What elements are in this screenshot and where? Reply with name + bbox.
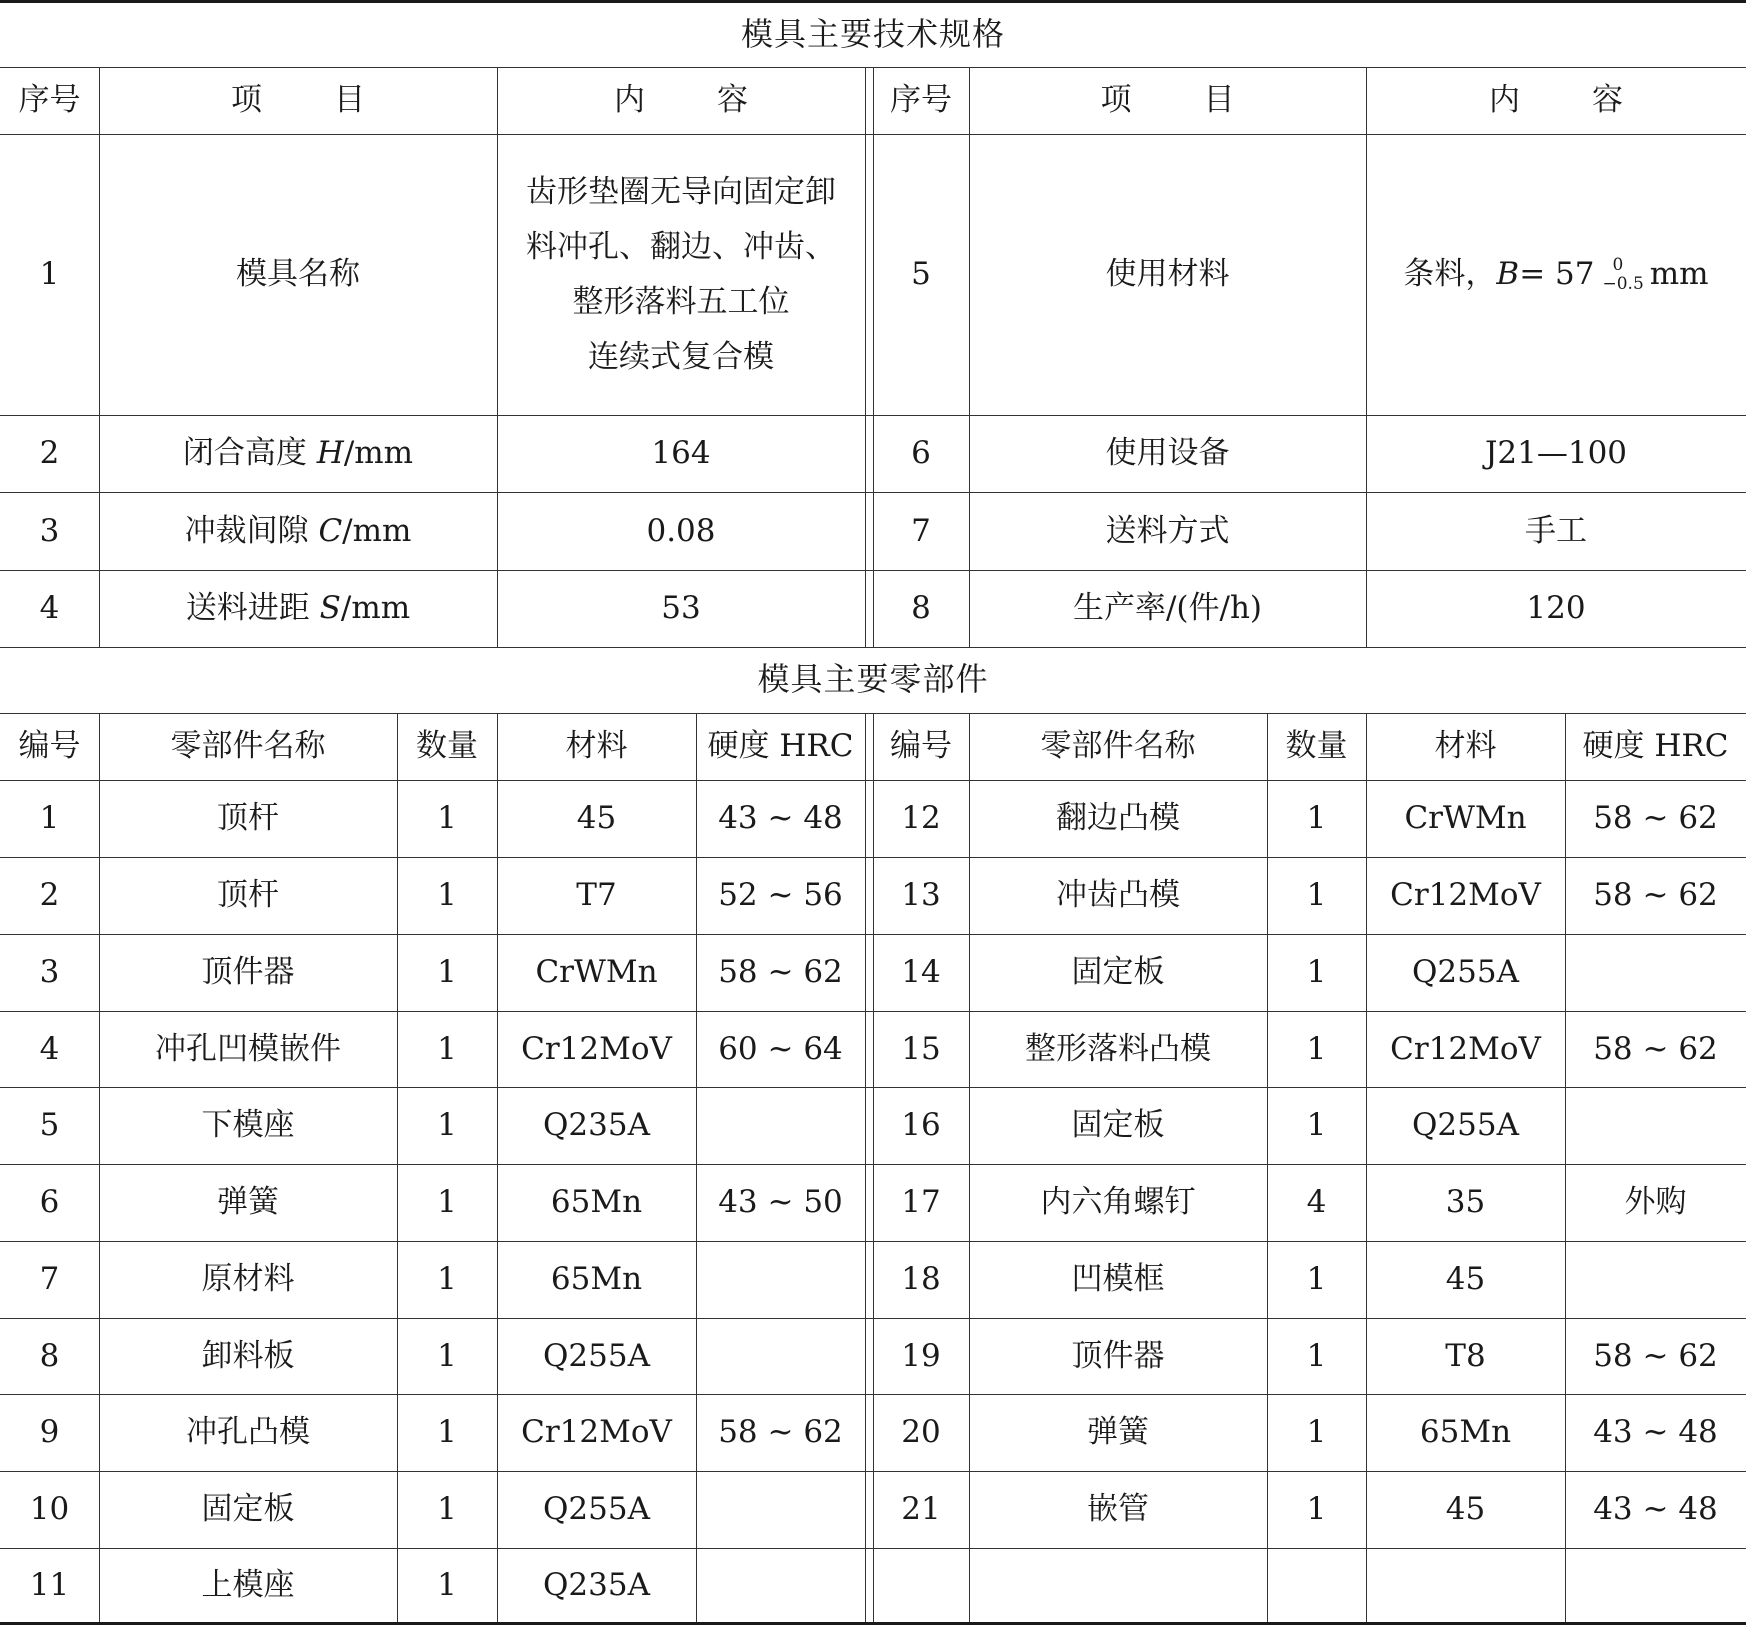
part-material: Q255A bbox=[1412, 1107, 1519, 1144]
spec-header-item-b: 目 bbox=[334, 82, 365, 119]
part-material: Q235A bbox=[543, 1566, 650, 1603]
spec-header-no: 序号 bbox=[18, 82, 81, 119]
part-hardness bbox=[696, 1087, 865, 1164]
spec-row3-item-label: 冲裁间隙 bbox=[184, 512, 319, 549]
part-material: T7 bbox=[576, 877, 617, 914]
part-qty: 4 bbox=[1306, 1184, 1327, 1221]
part-material: 65Mn bbox=[550, 1184, 643, 1221]
part-name: 顶件器 bbox=[201, 954, 295, 991]
spec-row3-content: 0.08 bbox=[646, 512, 716, 549]
spec-divider-a bbox=[865, 67, 866, 647]
part-qty: 1 bbox=[437, 1337, 457, 1374]
part-qty: 1 bbox=[1306, 1261, 1327, 1298]
part-qty: 1 bbox=[437, 1030, 457, 1067]
spec-header-content-a: 内 bbox=[614, 82, 645, 119]
part-no: 5 bbox=[39, 1107, 60, 1144]
spec-row1-item: 模具名称 bbox=[236, 256, 360, 293]
spec-row6-item: 使用设备 bbox=[1105, 435, 1230, 472]
part-qty: 1 bbox=[437, 1107, 457, 1144]
spec-row4-item bbox=[99, 570, 497, 647]
part-name: 弹簧 bbox=[1087, 1414, 1149, 1451]
parts-divider-a bbox=[865, 713, 866, 1622]
part-hardness bbox=[696, 1241, 865, 1318]
part-qty: 1 bbox=[1306, 800, 1327, 837]
part-name: 固定板 bbox=[1071, 1107, 1165, 1144]
part-qty: 1 bbox=[1306, 1030, 1327, 1067]
part-qty: 1 bbox=[437, 1414, 457, 1451]
material-width-tolerance bbox=[1602, 256, 1643, 294]
part-material: Cr12MoV bbox=[521, 1414, 672, 1451]
spec-row2-item-unit: /mm bbox=[343, 435, 414, 472]
part-name: 顶杆 bbox=[217, 877, 279, 914]
mold-name-line: 料冲孔、翻边、冲齿、 bbox=[526, 228, 836, 265]
part-name: 整形落料凸模 bbox=[1025, 1030, 1211, 1067]
part-hardness bbox=[1565, 934, 1746, 1011]
part-hardness bbox=[1565, 1087, 1746, 1164]
tolerance-upper: 0 bbox=[1612, 254, 1624, 275]
part-hardness: 58 ~ 62 bbox=[1593, 800, 1718, 837]
part-material: 45 bbox=[1445, 1491, 1486, 1528]
part-name: 原材料 bbox=[201, 1261, 295, 1298]
part-no: 1 bbox=[39, 800, 60, 837]
spec-section-title: 模具主要技术规格 bbox=[740, 15, 1005, 54]
part-no: 7 bbox=[39, 1261, 60, 1298]
spec-row1-no: 1 bbox=[39, 256, 60, 293]
part-name: 冲孔凸模 bbox=[186, 1414, 310, 1451]
spec-row8-no: 8 bbox=[911, 590, 931, 627]
part-name: 弹簧 bbox=[217, 1184, 279, 1221]
part-name: 固定板 bbox=[1071, 954, 1165, 991]
part-qty bbox=[1267, 1548, 1366, 1622]
parts-header-part-hardness: 硬度 HRC bbox=[1582, 728, 1729, 765]
spec-row2-no: 2 bbox=[39, 435, 60, 472]
spec-row4-no: 4 bbox=[39, 590, 60, 627]
part-no: 19 bbox=[901, 1337, 941, 1374]
part-material: Cr12MoV bbox=[1390, 877, 1541, 914]
spec-header-content-b: 容 bbox=[1592, 82, 1623, 119]
part-hardness: 43 ~ 48 bbox=[1593, 1414, 1718, 1451]
part-material: Cr12MoV bbox=[1390, 1030, 1541, 1067]
spec-row4-item-var: S bbox=[319, 590, 341, 627]
spec-header-item-right bbox=[969, 67, 1366, 134]
mold-name-line: 齿形垫圈无导向固定卸 bbox=[526, 173, 836, 210]
part-material: Cr12MoV bbox=[521, 1030, 672, 1067]
part-no: 18 bbox=[901, 1261, 941, 1298]
part-no: 14 bbox=[901, 954, 941, 991]
part-no: 12 bbox=[901, 800, 941, 837]
part-name: 内六角螺钉 bbox=[1040, 1184, 1196, 1221]
part-no: 6 bbox=[39, 1184, 60, 1221]
spec-row5-content bbox=[1366, 134, 1746, 415]
part-no: 17 bbox=[901, 1184, 941, 1221]
part-hardness: 58 ~ 62 bbox=[718, 1414, 843, 1451]
part-qty: 1 bbox=[437, 1184, 457, 1221]
part-qty: 1 bbox=[437, 1261, 457, 1298]
spec-header-content-b: 容 bbox=[717, 82, 748, 119]
part-hardness bbox=[1565, 1548, 1746, 1622]
mold-name-line: 整形落料五工位 bbox=[572, 283, 790, 320]
part-no: 3 bbox=[39, 954, 60, 991]
part-name: 嵌管 bbox=[1087, 1491, 1149, 1528]
part-name: 翻边凸模 bbox=[1056, 800, 1180, 837]
part-no: 4 bbox=[39, 1030, 60, 1067]
parts-header-part-no: 编号 bbox=[890, 728, 952, 765]
spec-header-no-right: 序号 bbox=[890, 82, 952, 119]
spec-row6-content: J21—100 bbox=[1484, 435, 1628, 472]
part-hardness: 52 ~ 56 bbox=[718, 877, 843, 914]
part-name: 凹模框 bbox=[1071, 1261, 1165, 1298]
part-material: Q255A bbox=[543, 1491, 650, 1528]
part-hardness: 58 ~ 62 bbox=[718, 954, 843, 991]
spec-header-item-a: 项 bbox=[1100, 82, 1132, 119]
part-hardness bbox=[696, 1318, 865, 1394]
part-no: 16 bbox=[901, 1107, 941, 1144]
spec-row4-content: 53 bbox=[661, 590, 701, 627]
part-material: Q255A bbox=[543, 1337, 650, 1374]
spec-row7-content: 手工 bbox=[1525, 512, 1587, 549]
part-qty: 1 bbox=[437, 800, 457, 837]
part-material: 45 bbox=[576, 800, 617, 837]
part-hardness: 58 ~ 62 bbox=[1593, 877, 1718, 914]
spec-row3-no: 3 bbox=[39, 512, 60, 549]
part-name: 固定板 bbox=[201, 1491, 295, 1528]
part-no: 15 bbox=[901, 1030, 941, 1067]
spec-row7-no: 7 bbox=[911, 512, 931, 549]
part-no: 2 bbox=[39, 877, 60, 914]
part-name: 冲齿凸模 bbox=[1056, 877, 1180, 914]
spec-row8-content: 120 bbox=[1526, 590, 1586, 627]
spec-header-item bbox=[99, 67, 497, 134]
part-material bbox=[1366, 1548, 1565, 1622]
spec-row8-item: 生产率/(件/h) bbox=[1072, 590, 1263, 627]
part-no: 9 bbox=[39, 1414, 60, 1451]
part-no: 11 bbox=[29, 1566, 70, 1603]
part-hardness: 60 ~ 64 bbox=[718, 1030, 843, 1067]
parts-header-part-qty: 数量 bbox=[416, 728, 478, 765]
part-hardness bbox=[1565, 1241, 1746, 1318]
part-qty: 1 bbox=[437, 1491, 457, 1528]
spec-row3-item bbox=[99, 492, 497, 570]
part-qty: 1 bbox=[1306, 1107, 1327, 1144]
spec-header-content-right bbox=[1366, 67, 1746, 134]
part-qty: 1 bbox=[1306, 1491, 1327, 1528]
part-qty: 1 bbox=[437, 954, 457, 991]
spec-row6-no: 6 bbox=[911, 435, 931, 472]
part-no: 13 bbox=[901, 877, 941, 914]
parts-header-part-material: 材料 bbox=[1434, 728, 1497, 765]
part-name bbox=[969, 1548, 1267, 1622]
part-no: 21 bbox=[901, 1491, 941, 1528]
part-hardness bbox=[696, 1471, 865, 1548]
part-name: 下模座 bbox=[201, 1107, 295, 1144]
part-name: 卸料板 bbox=[201, 1337, 295, 1374]
part-hardness: 外购 bbox=[1624, 1184, 1687, 1221]
part-qty: 1 bbox=[1306, 954, 1327, 991]
spec-header-item-a: 项 bbox=[231, 82, 262, 119]
part-material: 45 bbox=[1445, 1261, 1486, 1298]
part-material: 35 bbox=[1445, 1184, 1486, 1221]
part-name: 上模座 bbox=[201, 1566, 295, 1603]
material-width-var: B bbox=[1496, 256, 1520, 293]
parts-header-part-qty: 数量 bbox=[1285, 728, 1348, 765]
spec-row2-item bbox=[99, 415, 497, 492]
material-prefix: 条料， bbox=[1403, 256, 1497, 293]
parts-header-part-name: 零部件名称 bbox=[1040, 728, 1196, 765]
part-name: 顶杆 bbox=[217, 800, 279, 837]
spec-row2-item-label: 闭合高度 bbox=[182, 435, 317, 472]
part-material: 65Mn bbox=[1419, 1414, 1512, 1451]
part-qty: 1 bbox=[1306, 1337, 1327, 1374]
part-no: 10 bbox=[29, 1491, 70, 1528]
parts-section-title: 模具主要零部件 bbox=[757, 660, 989, 699]
part-qty: 1 bbox=[1306, 877, 1327, 914]
spec-row2-content: 164 bbox=[651, 435, 711, 472]
part-material: T8 bbox=[1445, 1337, 1486, 1374]
spec-row4-item-label: 送料进距 bbox=[185, 590, 320, 627]
part-no bbox=[873, 1548, 969, 1622]
part-material: 65Mn bbox=[550, 1261, 643, 1298]
parts-header-part-material: 材料 bbox=[565, 728, 628, 765]
part-hardness: 43 ~ 48 bbox=[1593, 1491, 1718, 1528]
part-qty: 1 bbox=[1306, 1414, 1327, 1451]
spec-header-content bbox=[497, 67, 865, 134]
part-name: 顶件器 bbox=[1071, 1337, 1165, 1374]
part-material: CrWMn bbox=[1404, 800, 1527, 837]
spec-row3-item-var: C bbox=[318, 512, 343, 549]
bottom-rule bbox=[0, 1622, 1746, 1625]
part-qty: 1 bbox=[437, 1566, 457, 1603]
tolerance-lower: −0.5 bbox=[1602, 273, 1644, 294]
part-material: Q255A bbox=[1412, 954, 1519, 991]
part-material: CrWMn bbox=[535, 954, 658, 991]
parts-header-part-hardness: 硬度 HRC bbox=[707, 728, 854, 765]
spec-row7-item: 送料方式 bbox=[1105, 512, 1230, 549]
material-width-value: = 57 bbox=[1519, 256, 1595, 293]
part-name: 冲孔凹模嵌件 bbox=[155, 1030, 341, 1067]
material-width-unit: mm bbox=[1649, 256, 1709, 293]
spec-row5-no: 5 bbox=[911, 256, 931, 293]
part-hardness: 43 ~ 48 bbox=[718, 800, 843, 837]
mold-name-line: 连续式复合模 bbox=[588, 338, 774, 375]
part-material: Q235A bbox=[543, 1107, 650, 1144]
part-no: 20 bbox=[901, 1414, 941, 1451]
spec-row4-item-unit: /mm bbox=[340, 590, 411, 627]
part-qty: 1 bbox=[437, 877, 457, 914]
spec-header-item-b: 目 bbox=[1203, 82, 1235, 119]
spec-row1-content bbox=[497, 134, 865, 415]
part-hardness: 58 ~ 62 bbox=[1593, 1030, 1718, 1067]
part-hardness: 43 ~ 50 bbox=[718, 1184, 843, 1221]
spec-header-content-a: 内 bbox=[1489, 82, 1520, 119]
part-hardness: 58 ~ 62 bbox=[1593, 1337, 1718, 1374]
parts-header-part-name: 零部件名称 bbox=[170, 728, 326, 765]
parts-header-part-no: 编号 bbox=[18, 728, 81, 765]
spec-row2-item-var: H bbox=[316, 435, 344, 472]
part-hardness bbox=[696, 1548, 865, 1622]
part-no: 8 bbox=[39, 1337, 60, 1374]
spec-row5-item: 使用材料 bbox=[1105, 256, 1230, 293]
spec-row3-item-unit: /mm bbox=[342, 512, 412, 549]
